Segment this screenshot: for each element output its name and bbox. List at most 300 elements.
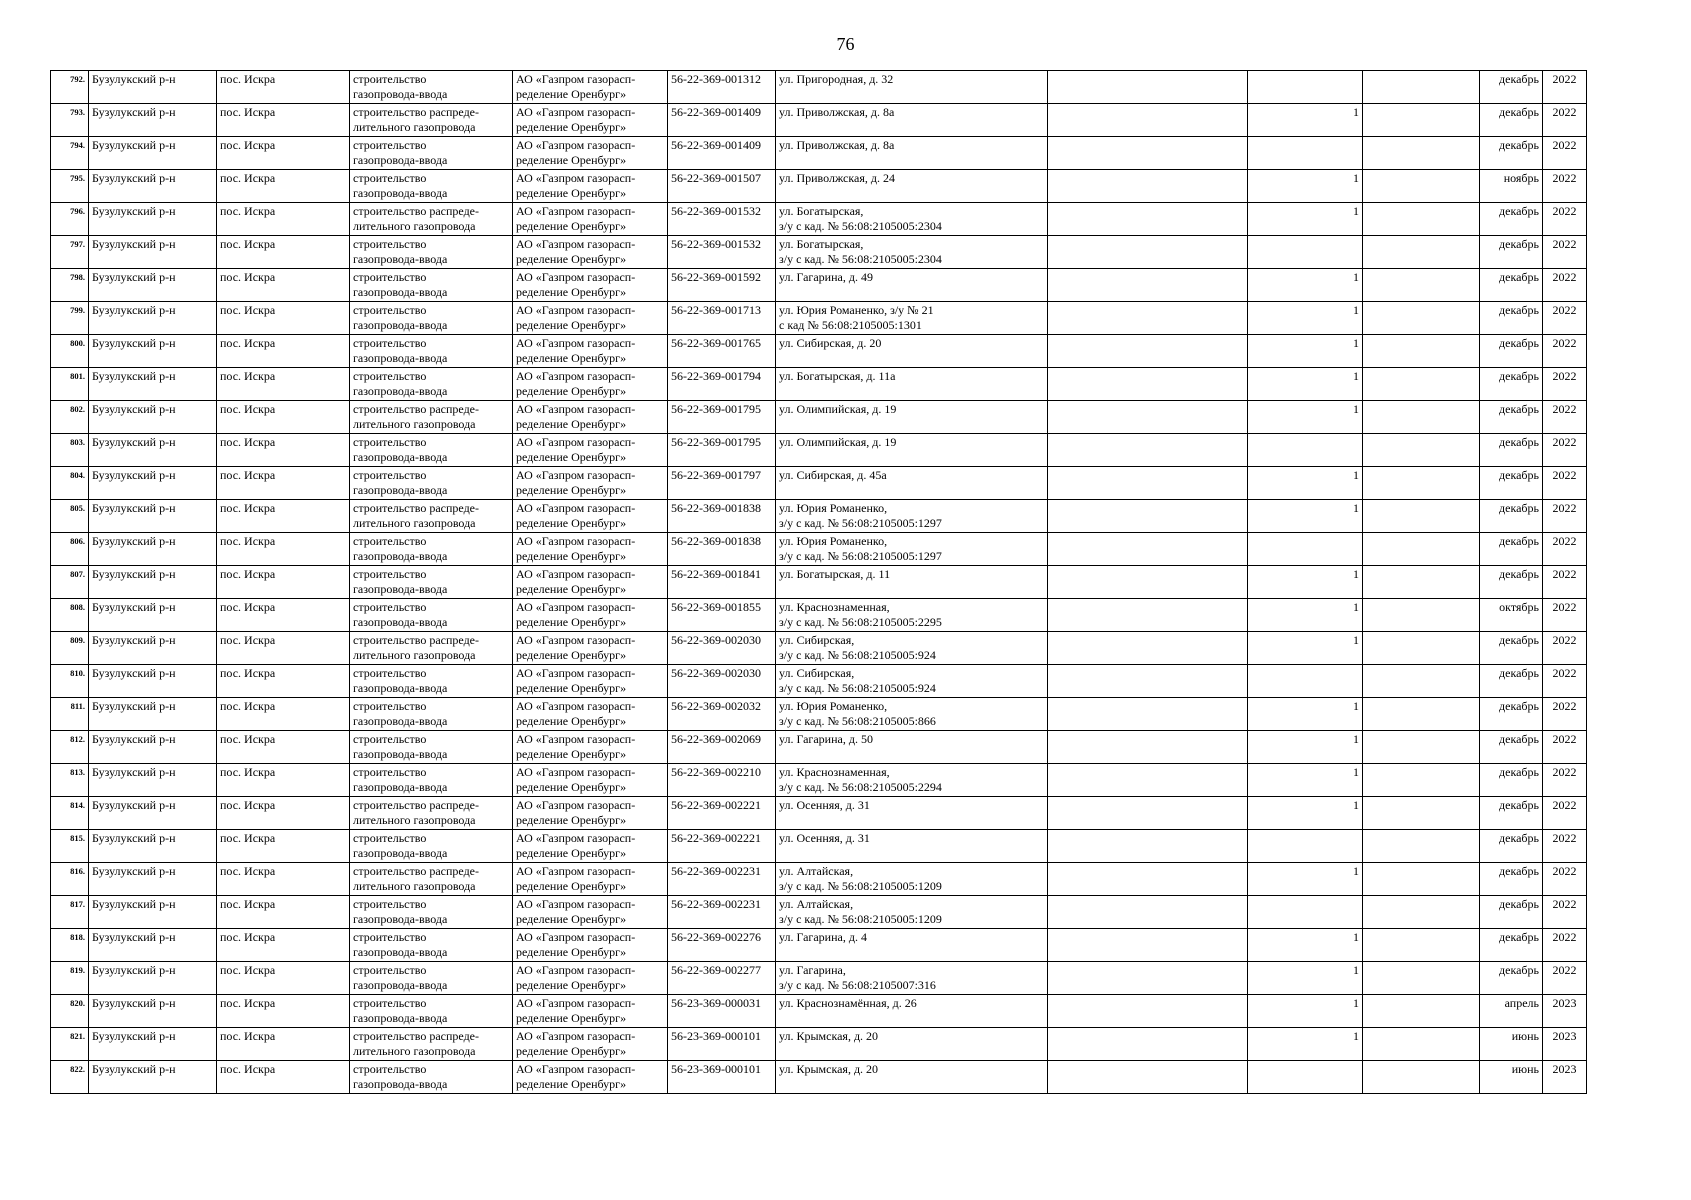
organization-cell-line: АО «Газпром газорасп- (516, 765, 636, 779)
work-type-cell-line: газопровода-ввода (353, 1011, 448, 1025)
address-cell-line: ул. Олимпийская, д. 19 (779, 435, 897, 449)
work-type-cell (350, 665, 513, 698)
locality-cell: пос. Искра (217, 434, 350, 467)
organization-cell-line: ределение Оренбург» (516, 1011, 627, 1025)
address-cell (776, 269, 1048, 302)
work-type-cell-line: газопровода-ввода (353, 615, 448, 629)
quantity-cell (1248, 830, 1363, 863)
address-cell-line (779, 87, 1044, 102)
district-cell: Бузулукский р-н (89, 137, 217, 170)
empty-cell (1048, 269, 1248, 302)
year-cell: 2022 (1543, 368, 1587, 401)
table-row (51, 401, 1587, 434)
work-type-cell-line: строительство (353, 831, 427, 845)
organization-cell-line: АО «Газпром газорасп- (516, 171, 636, 185)
work-type-cell (350, 896, 513, 929)
organization-cell-line: АО «Газпром газорасп- (516, 567, 636, 581)
address-cell-line: з/у с кад. № 56:08:2105005:1209 (779, 879, 942, 893)
work-type-cell-line: газопровода-ввода (353, 582, 448, 596)
month-cell: декабрь (1480, 764, 1543, 797)
address-cell-line: з/у с кад. № 56:08:2105005:1297 (779, 516, 942, 530)
work-type-cell-line: строительство (353, 171, 427, 185)
table-row (51, 203, 1587, 236)
address-cell (776, 500, 1048, 533)
district-cell: Бузулукский р-н (89, 533, 217, 566)
district-cell: Бузулукский р-н (89, 896, 217, 929)
quantity-cell: 1 (1248, 566, 1363, 599)
month-cell: декабрь (1480, 797, 1543, 830)
district-cell: Бузулукский р-н (89, 830, 217, 863)
address-cell-line (779, 747, 1044, 762)
organization-cell-line: АО «Газпром газорасп- (516, 105, 636, 119)
locality-cell: пос. Искра (217, 665, 350, 698)
work-type-cell-line: газопровода-ввода (353, 780, 448, 794)
quantity-cell: 1 (1248, 962, 1363, 995)
district-cell: Бузулукский р-н (89, 863, 217, 896)
address-cell-line: ул. Сибирская, д. 45а (779, 468, 887, 482)
organization-cell-line: АО «Газпром газорасп- (516, 237, 636, 251)
year-cell: 2022 (1543, 962, 1587, 995)
code-cell: 56-22-369-002221 (668, 830, 776, 863)
empty-cell (1048, 467, 1248, 500)
organization-cell (513, 368, 668, 401)
empty-cell (1048, 170, 1248, 203)
empty-cell (1048, 698, 1248, 731)
work-type-cell-line: газопровода-ввода (353, 153, 448, 167)
code-cell: 56-22-369-001507 (668, 170, 776, 203)
empty-cell (1363, 830, 1480, 863)
month-cell: декабрь (1480, 698, 1543, 731)
address-cell-line: ул. Краснознамённая, д. 26 (779, 996, 917, 1010)
organization-cell (513, 1028, 668, 1061)
address-cell-line: ул. Приволжская, д. 8а (779, 105, 895, 119)
month-cell: декабрь (1480, 104, 1543, 137)
address-cell (776, 236, 1048, 269)
work-type-cell-line: строительство распреде- (353, 204, 479, 218)
work-type-cell (350, 368, 513, 401)
work-type-cell-line: газопровода-ввода (353, 549, 448, 563)
address-cell-line: ул. Крымская, д. 20 (779, 1062, 879, 1076)
address-cell-line: ул. Алтайская, (779, 864, 854, 878)
address-cell (776, 830, 1048, 863)
address-cell-line: ул. Приволжская, д. 24 (779, 171, 895, 185)
locality-cell: пос. Искра (217, 929, 350, 962)
row-number: 793. (51, 104, 89, 137)
address-cell-line: ул. Юрия Романенко, (779, 699, 888, 713)
row-number: 799. (51, 302, 89, 335)
address-cell (776, 71, 1048, 104)
address-cell-line (779, 186, 1044, 201)
year-cell: 2022 (1543, 401, 1587, 434)
work-type-cell-line: газопровода-ввода (353, 87, 448, 101)
address-cell-line: з/у с кад. № 56:08:2105005:866 (779, 714, 936, 728)
month-cell: декабрь (1480, 401, 1543, 434)
address-cell-line (779, 120, 1044, 135)
code-cell: 56-22-369-001532 (668, 236, 776, 269)
address-cell-line (779, 1044, 1044, 1059)
row-number: 792. (51, 71, 89, 104)
address-cell (776, 896, 1048, 929)
empty-cell (1363, 203, 1480, 236)
quantity-cell: 1 (1248, 467, 1363, 500)
district-cell: Бузулукский р-н (89, 1061, 217, 1094)
organization-cell (513, 995, 668, 1028)
organization-cell-line: ределение Оренбург» (516, 252, 627, 266)
address-cell (776, 863, 1048, 896)
work-type-cell-line: строительство (353, 666, 427, 680)
address-cell-line (779, 417, 1044, 432)
locality-cell: пос. Искра (217, 500, 350, 533)
month-cell: декабрь (1480, 566, 1543, 599)
month-cell: декабрь (1480, 434, 1543, 467)
address-cell (776, 665, 1048, 698)
quantity-cell (1248, 665, 1363, 698)
work-type-cell-line: строительство (353, 699, 427, 713)
work-type-cell-line: газопровода-ввода (353, 351, 448, 365)
empty-cell (1363, 368, 1480, 401)
row-number: 806. (51, 533, 89, 566)
quantity-cell: 1 (1248, 995, 1363, 1028)
work-type-cell-line: строительство (353, 1062, 427, 1076)
year-cell: 2022 (1543, 269, 1587, 302)
work-type-cell (350, 203, 513, 236)
registry-rows (51, 71, 1587, 1094)
year-cell: 2022 (1543, 302, 1587, 335)
district-cell: Бузулукский р-н (89, 401, 217, 434)
address-cell (776, 533, 1048, 566)
month-cell: декабрь (1480, 335, 1543, 368)
organization-cell (513, 962, 668, 995)
organization-cell-line: ределение Оренбург» (516, 648, 627, 662)
empty-cell (1363, 269, 1480, 302)
empty-cell (1363, 500, 1480, 533)
organization-cell-line: ределение Оренбург» (516, 153, 627, 167)
quantity-cell (1248, 896, 1363, 929)
district-cell: Бузулукский р-н (89, 995, 217, 1028)
row-number: 795. (51, 170, 89, 203)
month-cell: июнь (1480, 1061, 1543, 1094)
organization-cell (513, 236, 668, 269)
empty-cell (1363, 731, 1480, 764)
work-type-cell-line: газопровода-ввода (353, 681, 448, 695)
quantity-cell: 1 (1248, 335, 1363, 368)
empty-cell (1363, 533, 1480, 566)
work-type-cell (350, 236, 513, 269)
district-cell: Бузулукский р-н (89, 335, 217, 368)
district-cell: Бузулукский р-н (89, 368, 217, 401)
address-cell-line: ул. Богатырская, (779, 237, 864, 251)
organization-cell (513, 71, 668, 104)
row-number: 817. (51, 896, 89, 929)
quantity-cell: 1 (1248, 632, 1363, 665)
organization-cell-line: ределение Оренбург» (516, 186, 627, 200)
organization-cell (513, 467, 668, 500)
code-cell: 56-22-369-002221 (668, 797, 776, 830)
district-cell: Бузулукский р-н (89, 434, 217, 467)
code-cell: 56-22-369-001592 (668, 269, 776, 302)
organization-cell-line: АО «Газпром газорасп- (516, 501, 636, 515)
organization-cell-line: ределение Оренбург» (516, 417, 627, 431)
locality-cell: пос. Искра (217, 335, 350, 368)
work-type-cell-line: лительного газопровода (353, 1044, 476, 1058)
quantity-cell: 1 (1248, 302, 1363, 335)
year-cell: 2022 (1543, 632, 1587, 665)
year-cell: 2022 (1543, 830, 1587, 863)
work-type-cell (350, 335, 513, 368)
month-cell: июнь (1480, 1028, 1543, 1061)
year-cell: 2022 (1543, 104, 1587, 137)
empty-cell (1048, 797, 1248, 830)
address-cell-line: з/у с кад. № 56:08:2105005:2295 (779, 615, 942, 629)
work-type-cell-line: лительного газопровода (353, 648, 476, 662)
work-type-cell (350, 1061, 513, 1094)
work-type-cell-line: газопровода-ввода (353, 252, 448, 266)
work-type-cell-line: газопровода-ввода (353, 285, 448, 299)
address-cell-line: з/у с кад. № 56:08:2105005:924 (779, 681, 936, 695)
locality-cell: пос. Искра (217, 830, 350, 863)
row-number: 812. (51, 731, 89, 764)
quantity-cell (1248, 137, 1363, 170)
organization-cell-line: ределение Оренбург» (516, 945, 627, 959)
organization-cell-line: ределение Оренбург» (516, 285, 627, 299)
empty-cell (1048, 104, 1248, 137)
address-cell-line: ул. Краснознаменная, (779, 600, 890, 614)
month-cell: ноябрь (1480, 170, 1543, 203)
address-cell-line: з/у с кад. № 56:08:2105005:1209 (779, 912, 942, 926)
organization-cell (513, 665, 668, 698)
code-cell: 56-22-369-001795 (668, 401, 776, 434)
work-type-cell (350, 170, 513, 203)
district-cell: Бузулукский р-н (89, 929, 217, 962)
work-type-cell (350, 302, 513, 335)
month-cell: декабрь (1480, 632, 1543, 665)
row-number: 810. (51, 665, 89, 698)
district-cell: Бузулукский р-н (89, 599, 217, 632)
address-cell-line: з/у с кад. № 56:08:2105005:2304 (779, 252, 942, 266)
work-type-cell-line: строительство (353, 270, 427, 284)
address-cell (776, 170, 1048, 203)
organization-cell-line: ределение Оренбург» (516, 450, 627, 464)
work-type-cell-line: строительство (353, 72, 427, 86)
quantity-cell (1248, 1061, 1363, 1094)
organization-cell-line: АО «Газпром газорасп- (516, 897, 636, 911)
month-cell: декабрь (1480, 500, 1543, 533)
district-cell: Бузулукский р-н (89, 1028, 217, 1061)
empty-cell (1048, 830, 1248, 863)
row-number: 798. (51, 269, 89, 302)
work-type-cell-line: строительство (353, 468, 427, 482)
work-type-cell-line: газопровода-ввода (353, 714, 448, 728)
organization-cell (513, 896, 668, 929)
district-cell: Бузулукский р-н (89, 764, 217, 797)
empty-cell (1048, 929, 1248, 962)
address-cell (776, 302, 1048, 335)
organization-cell-line: ределение Оренбург» (516, 747, 627, 761)
table-row (51, 599, 1587, 632)
organization-cell-line: АО «Газпром газорасп- (516, 72, 636, 86)
address-cell (776, 764, 1048, 797)
organization-cell-line: ределение Оренбург» (516, 483, 627, 497)
table-row (51, 434, 1587, 467)
organization-cell (513, 302, 668, 335)
empty-cell (1048, 1061, 1248, 1094)
work-type-cell (350, 1028, 513, 1061)
table-row (51, 368, 1587, 401)
address-cell (776, 104, 1048, 137)
empty-cell (1363, 698, 1480, 731)
organization-cell-line: АО «Газпром газорасп- (516, 303, 636, 317)
work-type-cell (350, 698, 513, 731)
organization-cell (513, 170, 668, 203)
work-type-cell (350, 632, 513, 665)
code-cell: 56-23-369-000031 (668, 995, 776, 1028)
locality-cell: пос. Искра (217, 170, 350, 203)
empty-cell (1048, 995, 1248, 1028)
row-number: 805. (51, 500, 89, 533)
table-row (51, 566, 1587, 599)
table-row (51, 71, 1587, 104)
organization-cell-line: ределение Оренбург» (516, 87, 627, 101)
address-cell-line: ул. Гагарина, (779, 963, 846, 977)
month-cell: декабрь (1480, 467, 1543, 500)
year-cell: 2022 (1543, 533, 1587, 566)
address-cell-line: ул. Олимпийская, д. 19 (779, 402, 897, 416)
organization-cell (513, 434, 668, 467)
code-cell: 56-22-369-001713 (668, 302, 776, 335)
code-cell: 56-22-369-002276 (668, 929, 776, 962)
code-cell: 56-22-369-001795 (668, 434, 776, 467)
code-cell: 56-22-369-001312 (668, 71, 776, 104)
address-cell-line: ул. Юрия Романенко, (779, 501, 888, 515)
work-type-cell-line: строительство (353, 600, 427, 614)
row-number: 821. (51, 1028, 89, 1061)
table-row (51, 104, 1587, 137)
organization-cell (513, 203, 668, 236)
code-cell: 56-22-369-001855 (668, 599, 776, 632)
district-cell: Бузулукский р-н (89, 269, 217, 302)
empty-cell (1363, 632, 1480, 665)
year-cell: 2022 (1543, 764, 1587, 797)
work-type-cell-line: строительство (353, 138, 427, 152)
row-number: 797. (51, 236, 89, 269)
locality-cell: пос. Искра (217, 533, 350, 566)
table-row (51, 863, 1587, 896)
locality-cell: пос. Искра (217, 764, 350, 797)
address-cell-line (779, 1077, 1044, 1092)
work-type-cell-line: газопровода-ввода (353, 912, 448, 926)
work-type-cell (350, 104, 513, 137)
address-cell (776, 698, 1048, 731)
empty-cell (1363, 665, 1480, 698)
registry-table (50, 70, 1587, 1094)
quantity-cell: 1 (1248, 797, 1363, 830)
work-type-cell-line: газопровода-ввода (353, 483, 448, 497)
organization-cell (513, 797, 668, 830)
organization-cell-line: ределение Оренбург» (516, 615, 627, 629)
work-type-cell-line: строительство (353, 303, 427, 317)
empty-cell (1048, 599, 1248, 632)
work-type-cell (350, 269, 513, 302)
organization-cell-line: АО «Газпром газорасп- (516, 864, 636, 878)
row-number: 820. (51, 995, 89, 1028)
code-cell: 56-22-369-001532 (668, 203, 776, 236)
row-number: 814. (51, 797, 89, 830)
address-cell-line: ул. Осенняя, д. 31 (779, 831, 870, 845)
table-row (51, 995, 1587, 1028)
table-row (51, 236, 1587, 269)
address-cell-line: ул. Сибирская, (779, 666, 855, 680)
address-cell-line (779, 351, 1044, 366)
address-cell-line: з/у с кад. № 56:08:2105007:316 (779, 978, 936, 992)
work-type-cell (350, 137, 513, 170)
work-type-cell (350, 962, 513, 995)
organization-cell (513, 698, 668, 731)
organization-cell-line: ределение Оренбург» (516, 846, 627, 860)
address-cell-line (779, 384, 1044, 399)
work-type-cell (350, 533, 513, 566)
locality-cell: пос. Искра (217, 566, 350, 599)
organization-cell-line: ределение Оренбург» (516, 384, 627, 398)
code-cell: 56-22-369-002231 (668, 896, 776, 929)
work-type-cell (350, 995, 513, 1028)
code-cell: 56-22-369-002030 (668, 632, 776, 665)
work-type-cell-line: строительство распреде- (353, 105, 479, 119)
row-number: 796. (51, 203, 89, 236)
address-cell (776, 632, 1048, 665)
row-number: 794. (51, 137, 89, 170)
empty-cell (1363, 1028, 1480, 1061)
year-cell: 2023 (1543, 1061, 1587, 1094)
address-cell-line: ул. Юрия Романенко, з/у № 21 (779, 303, 934, 317)
organization-cell-line: ределение Оренбург» (516, 1044, 627, 1058)
organization-cell (513, 104, 668, 137)
month-cell: декабрь (1480, 896, 1543, 929)
empty-cell (1048, 236, 1248, 269)
work-type-cell-line: строительство (353, 996, 427, 1010)
address-cell-line: ул. Гагарина, д. 4 (779, 930, 867, 944)
quantity-cell: 1 (1248, 500, 1363, 533)
table-row (51, 797, 1587, 830)
empty-cell (1048, 203, 1248, 236)
locality-cell: пос. Искра (217, 368, 350, 401)
work-type-cell-line: газопровода-ввода (353, 978, 448, 992)
organization-cell-line: АО «Газпром газорасп- (516, 963, 636, 977)
empty-cell (1363, 335, 1480, 368)
empty-cell (1363, 863, 1480, 896)
month-cell: декабрь (1480, 665, 1543, 698)
locality-cell: пос. Искра (217, 269, 350, 302)
address-cell (776, 401, 1048, 434)
code-cell: 56-22-369-002231 (668, 863, 776, 896)
year-cell: 2022 (1543, 566, 1587, 599)
empty-cell (1363, 401, 1480, 434)
code-cell: 56-23-369-000101 (668, 1061, 776, 1094)
work-type-cell-line: лительного газопровода (353, 813, 476, 827)
quantity-cell: 1 (1248, 1028, 1363, 1061)
row-number: 807. (51, 566, 89, 599)
work-type-cell (350, 830, 513, 863)
organization-cell-line: АО «Газпром газорасп- (516, 204, 636, 218)
quantity-cell: 1 (1248, 698, 1363, 731)
empty-cell (1363, 1061, 1480, 1094)
empty-cell (1363, 764, 1480, 797)
locality-cell: пос. Искра (217, 302, 350, 335)
organization-cell-line: ределение Оренбург» (516, 714, 627, 728)
table-row (51, 962, 1587, 995)
row-number: 802. (51, 401, 89, 434)
quantity-cell: 1 (1248, 170, 1363, 203)
table-row (51, 632, 1587, 665)
